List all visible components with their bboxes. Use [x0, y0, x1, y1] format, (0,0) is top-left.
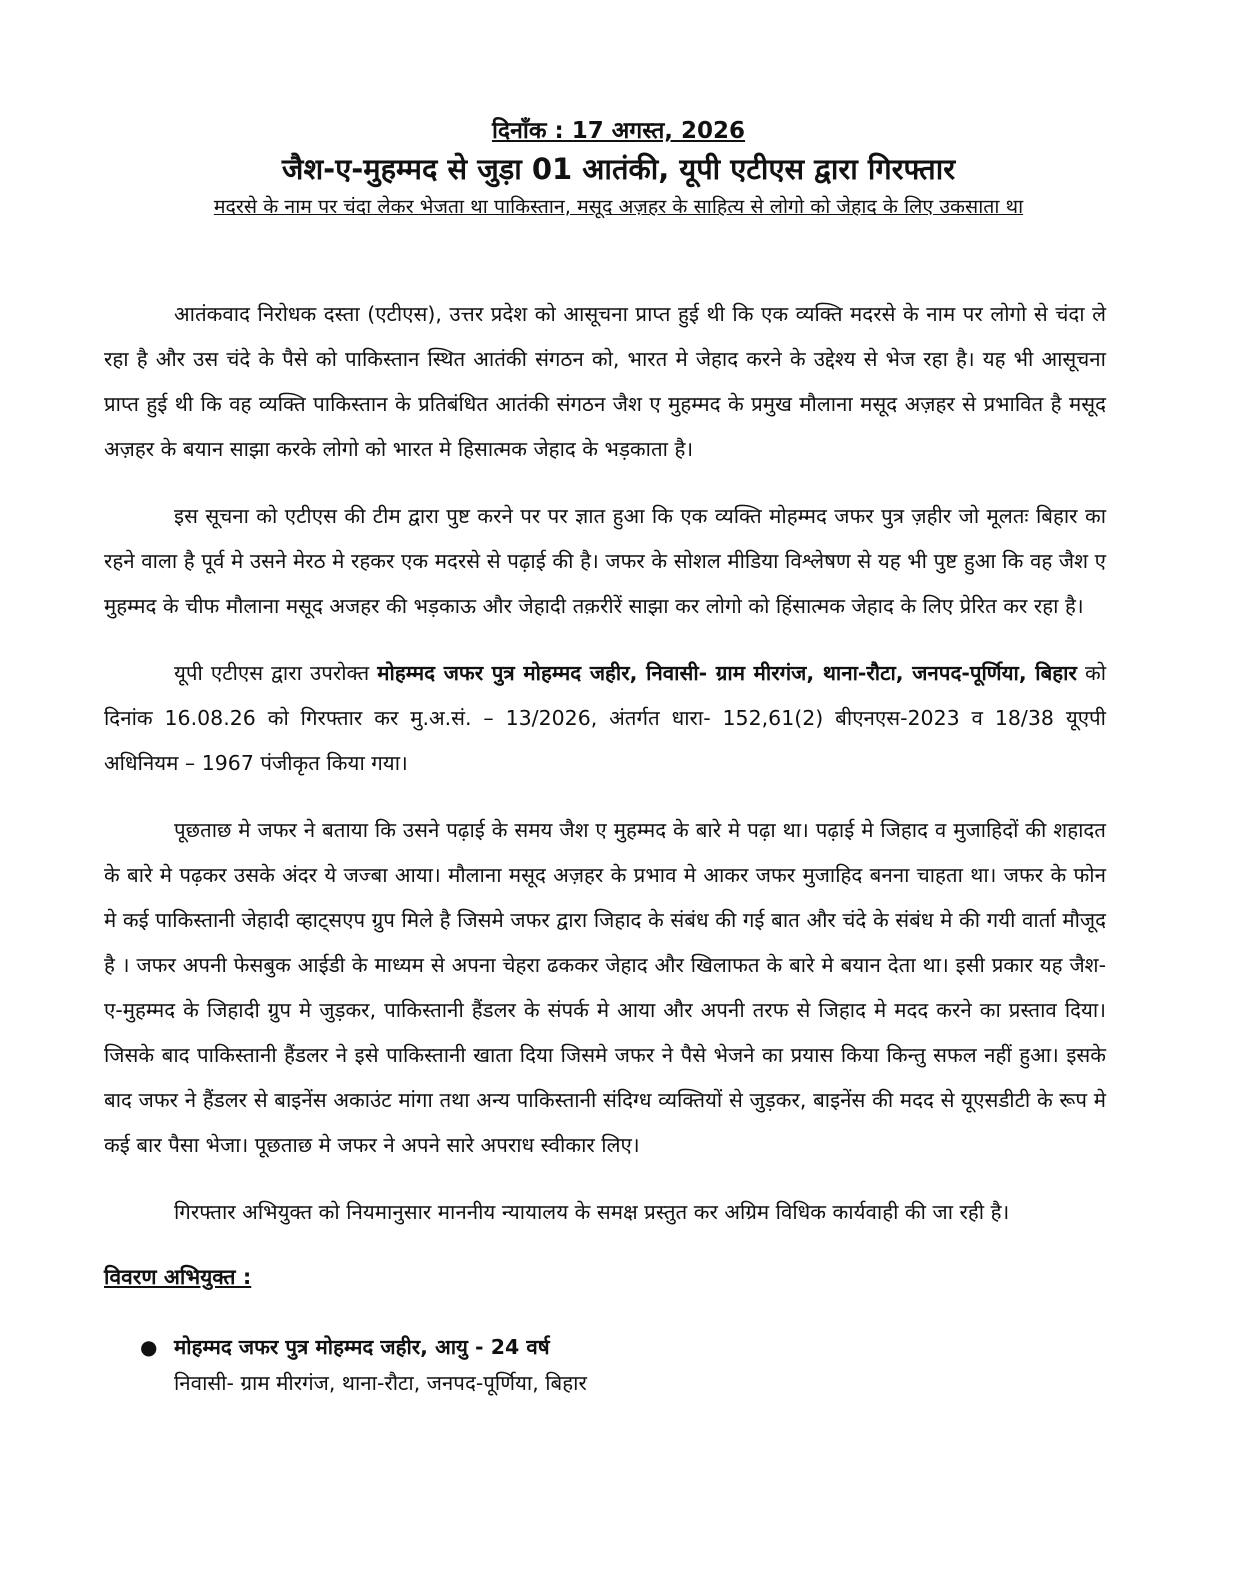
arrest-text-prefix: यूपी एटीएस द्वारा उपरोक्त — [174, 661, 378, 685]
subheadline: मदरसे के नाम पर चंदा लेकर भेजता था पाकिस्तान, मसूद अज़हर के साहित्य से लोगो को जेहाद के लिए उकसाता था — [213, 195, 1024, 218]
arrest-accused-details: मोहम्मद जफर पुत्र मोहम्मद जहीर, निवासी- ग्राम मीरगंज, थाना-रौटा, जनपद-पूर्णिया, बिहार — [377, 661, 1077, 685]
bullet-icon: ● — [140, 1335, 158, 1359]
accused-name: मोहम्मद जफर पुत्र मोहम्मद जहीर, आयु - 24 वर्ष — [174, 1335, 550, 1359]
date-line: दिनाँक : 17 अगस्त, 2026 — [491, 118, 746, 144]
paragraph-verification: इस सूचना को एटीएस की टीम द्वारा पुष्ट करने पर पर ज्ञात हुआ कि एक व्यक्ति मोहम्मद जफर पुत्र ज़हीर जो मूलतः बिहार का रहने वाला है पूर्व मे उसने मेरठ मे रहकर एक मदरसे से पढ़ाई की है। जफर के सोशल मीडिया विश्लेषण से यह भी पुष्ट हुआ कि वह जैश ए मुहम्मद के चीफ मौलाना मसूद अजहर की भड़काऊ और जेहादी तक़रीरें साझा कर लोगो को हिंसात्मक जेहाद के लिए प्रेरित कर रहा है। — [104, 504, 1106, 618]
accused-details-heading: विवरण अभियुक्त : — [104, 1265, 252, 1289]
paragraph-intelligence: आतंकवाद निरोधक दस्ता (एटीएस), उत्तर प्रदेश को आसूचना प्राप्त हुई थी कि एक व्यक्ति मदरसे के नाम पर लोगो से चंदा ले रहा है और उस चंदे के पैसे को पाकिस्तान स्थित आतंकी संगठन को, भारत मे जेहाद करने के उद्देश्य से भेज रहा है। यह भी आसूचना प्राप्त हुई थी कि वह व्यक्ति पाकिस्तान के प्रतिबंधित आतंकी संगठन जैश ए मुहम्मद के प्रमुख मौलाना मसूद अज़हर से प्रभावित है मसूद अज़हर के बयान साझा करके लोगो को भारत मे हिसात्मक जेहाद के भड़काता है। — [104, 302, 1106, 461]
arrest-text-suffix: को दिनांक 16.08.26 को गिरफ्तार कर मु.अ.सं. – 13/2026, अंतर्गत धारा- 152,61(2) बीएनएस-2023 व 18/38 यूएपी अधिनियम – 1967 पंजीकृत किया गया। — [104, 661, 1107, 775]
headline: जैश-ए-मुहम्मद से जुड़ा 01 आतंकी, यूपी एटीएस द्वारा गिरफ्तार — [281, 152, 956, 186]
paragraph-arrest — [104, 651, 1106, 786]
document-header — [60, 116, 1177, 222]
accused-list — [104, 1329, 1106, 1401]
paragraph-court: गिरफ्तार अभियुक्त को नियमानुसार माननीय न्यायालय के समक्ष प्रस्तुत कर अग्रिम विधिक कार्यवाही की जा रही है। — [174, 1200, 1010, 1224]
paragraph-interrogation: पूछताछ मे जफर ने बताया कि उसने पढ़ाई के समय जैश ए मुहम्मद के बारे मे पढ़ा था। पढ़ाई मे जिहाद व मुजाहिदों की शहादत के बारे मे पढ़कर उसके अंदर ये जज्बा आया। मौलाना मसूद अज़हर के प्रभाव मे आकर जफर मुजाहिद बनना चाहता था। जफर के फोन मे कई पाकिस्तानी जेहादी व्हाट्सएप ग्रुप मिले है जिसमे जफर द्वारा जिहाद के संबंध की गई बात और चंदे के संबंध मे की गयी वार्ता मौजूद है । जफर अपनी फेसबुक आईडी के माध्यम से अपना चेहरा ढककर जेहाद और खिलाफत के बारे मे बयान देता था। इसी प्रकार यह जैश-ए-मुहम्मद के जिहादी ग्रुप मे जुड़कर, पाकिस्तानी हैंडलर के संपर्क मे आया और अपनी तरफ से जिहाद मे मदद करने का प्रस्ताव दिया। जिसके बाद पाकिस्तानी हैंडलर ने इसे पाकिस्तानी खाता दिया जिसमे जफर ने पैसे भेजने का प्रयास किया किन्तु सफल नहीं हुआ। इसके बाद जफर ने हैंडलर से बाइनेंस अकाउंट मांगा तथा अन्य पाकिस्तानी संदिग्ध व्यक्तियों से जुड़कर, बाइनेंस की मदद से यूएसडीटी के रूप मे कई बार पैसा भेजा। पूछताछ मे जफर ने अपने सारे अपराध स्वीकार लिए। — [104, 818, 1106, 1157]
accused-address: निवासी- ग्राम मीरगंज, थाना-रौटा, जनपद-पूर्णिया, बिहार — [174, 1371, 587, 1395]
list-item — [140, 1329, 1106, 1401]
document-body — [104, 292, 1106, 1401]
